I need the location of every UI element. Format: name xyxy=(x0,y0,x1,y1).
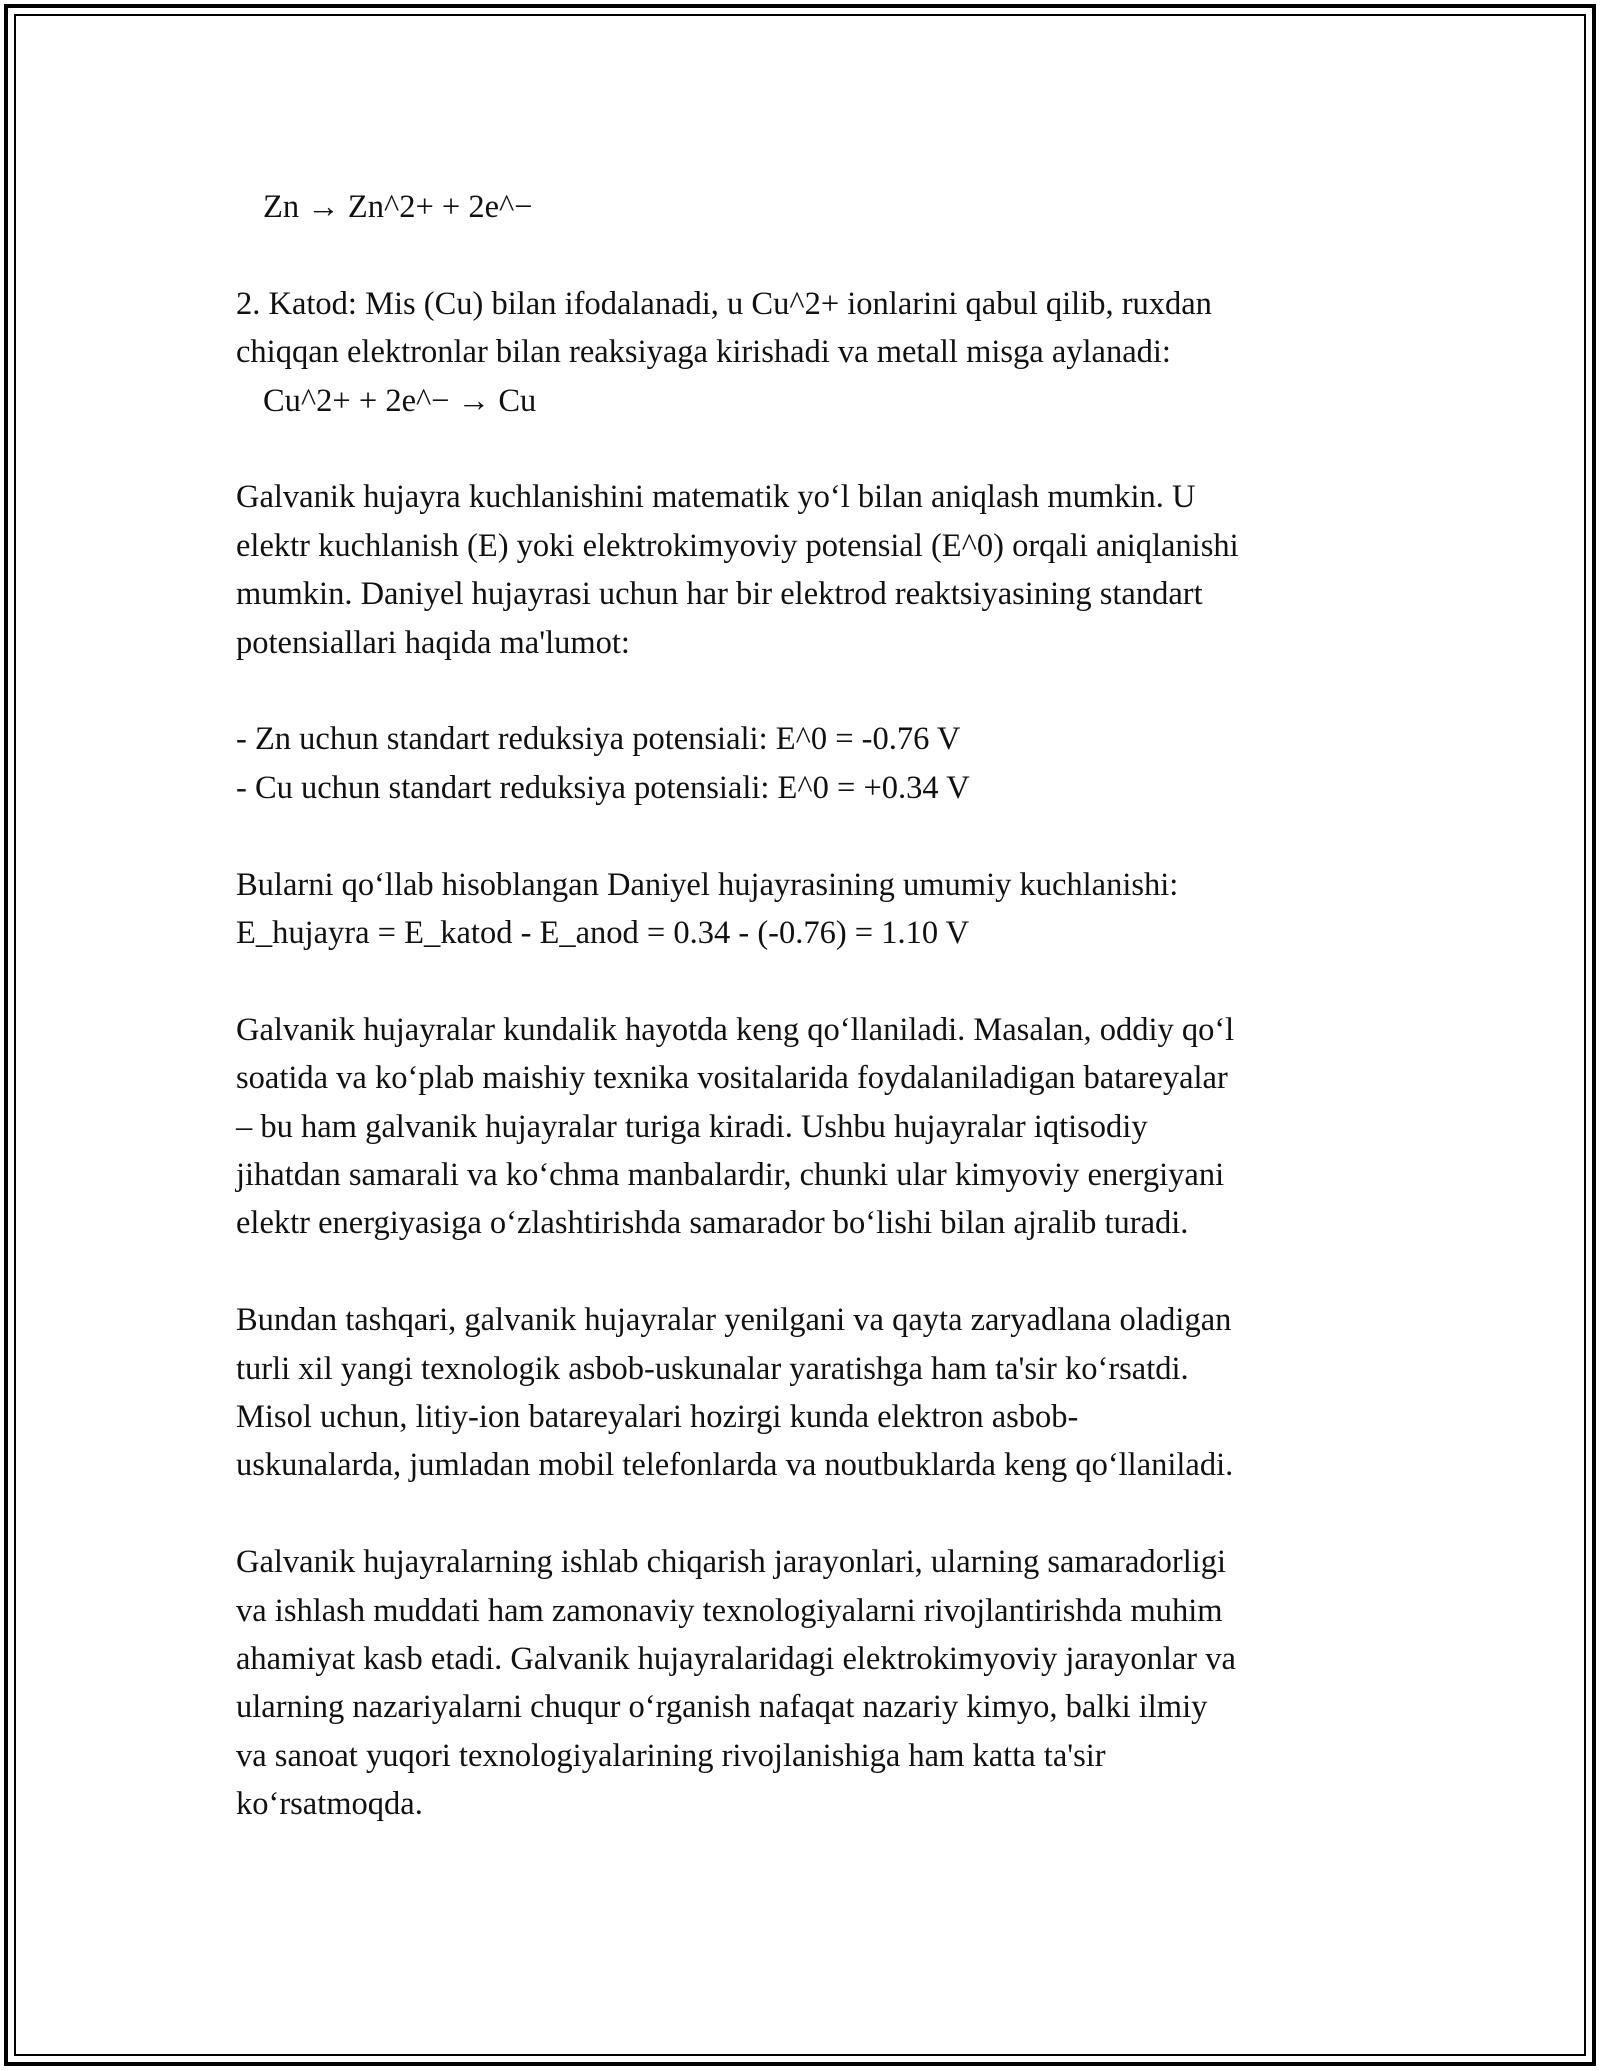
voltage-formula: E_hujayra = E_katod - E_anod = 0.34 - (-0.76) = 1.10 V xyxy=(236,915,970,952)
text-line: elektr energiyasiga o‘zlashtirishda samarador bo‘lishi bilan ajralib turadi. xyxy=(236,1205,1189,1242)
total-voltage-paragraph xyxy=(236,861,1396,958)
paragraph-gap xyxy=(236,957,1396,1005)
paragraph-gap xyxy=(236,667,1396,715)
text-line: jihatdan samarali va ko‘chma manbalardir, chunki ular kimyoviy energiyani xyxy=(236,1157,1225,1194)
paragraph-gap xyxy=(236,1248,1396,1296)
paragraph-gap xyxy=(236,231,1396,279)
text-line: Galvanik hujayralarning ishlab chiqarish jarayonlari, ularning samaradorligi xyxy=(236,1544,1227,1581)
text-line: – bu ham galvanik hujayralar turiga kiradi. Ushbu hujayralar iqtisodiy xyxy=(236,1108,1148,1145)
text-line: Bularni qo‘llab hisoblangan Daniyel hujayrasining umumiy kuchlanishi: xyxy=(236,866,1179,903)
voltage-paragraph xyxy=(236,473,1396,667)
text-line: potensiallari haqida ma'lumot: xyxy=(236,624,630,661)
text-line: va sanoat yuqori texnologiyalarining rivojlanishiga ham katta ta'sir xyxy=(236,1737,1106,1774)
cathode-equation: Cu^2+ + 2e^− → Cu xyxy=(263,382,537,419)
text-line: ko‘rsatmoqda. xyxy=(236,1786,423,1823)
text-line: Misol uchun, litiy-ion batareyalari hozirgi kunda elektron asbob- xyxy=(236,1399,1079,1436)
text-line: Bundan tashqari, galvanik hujayralar yenilgani va qayta zaryadlana oladigan xyxy=(236,1302,1232,1339)
daily-use-paragraph xyxy=(236,1006,1396,1248)
technology-paragraph xyxy=(236,1296,1396,1490)
list-item: - Cu uchun standart reduksiya potensiali: E^0 = +0.34 V xyxy=(236,769,970,806)
potentials-list xyxy=(236,715,1396,812)
document-body xyxy=(236,183,1396,1829)
text-line: ularning nazariyalarni chuqur o‘rganish nafaqat nazariy kimyo, balki ilmiy xyxy=(236,1689,1208,1726)
text-line: uskunalarda, jumladan mobil telefonlarda va noutbuklarda keng qo‘llaniladi. xyxy=(236,1447,1234,1484)
text-line: turli xil yangi texnologik asbob-uskunalar yaratishga ham ta'sir ko‘rsatdi. xyxy=(236,1350,1189,1387)
paragraph-gap xyxy=(236,425,1396,473)
cathode-item xyxy=(236,280,1396,425)
list-item: - Zn uchun standart reduksiya potensiali: E^0 = -0.76 V xyxy=(236,721,961,758)
text-line: soatida va ko‘plab maishiy texnika vositalarida foydalaniladigan batareyalar xyxy=(236,1060,1228,1097)
text-line: ahamiyat kasb etadi. Galvanik hujayralaridagi elektrokimyoviy jarayonlar va xyxy=(236,1641,1236,1678)
text-line: Galvanik hujayra kuchlanishini matematik yo‘l bilan aniqlash mumkin. U xyxy=(236,479,1196,516)
anode-equation: Zn → Zn^2+ + 2e^− xyxy=(263,189,533,225)
paragraph-gap xyxy=(236,1490,1396,1538)
text-line: chiqqan elektronlar bilan reaksiyaga kirishadi va metall misga aylanadi: xyxy=(236,334,1171,371)
text-line: mumkin. Daniyel hujayrasi uchun har bir elektrod reaktsiyasining standart xyxy=(236,576,1203,613)
text-line: elektr kuchlanish (E) yoki elektrokimyoviy potensial (E^0) orqali aniqlanishi xyxy=(236,527,1239,564)
production-paragraph xyxy=(236,1538,1396,1828)
text-line: va ishlash muddati ham zamonaviy texnologiyalarni rivojlantirishda muhim xyxy=(236,1592,1223,1629)
text-line: 2. Katod: Mis (Cu) bilan ifodalanadi, u Cu^2+ ionlarini qabul qilib, ruxdan xyxy=(236,285,1212,322)
text-line: Galvanik hujayralar kundalik hayotda keng qo‘llaniladi. Masalan, oddiy qo‘l xyxy=(236,1011,1235,1048)
paragraph-gap xyxy=(236,812,1396,860)
